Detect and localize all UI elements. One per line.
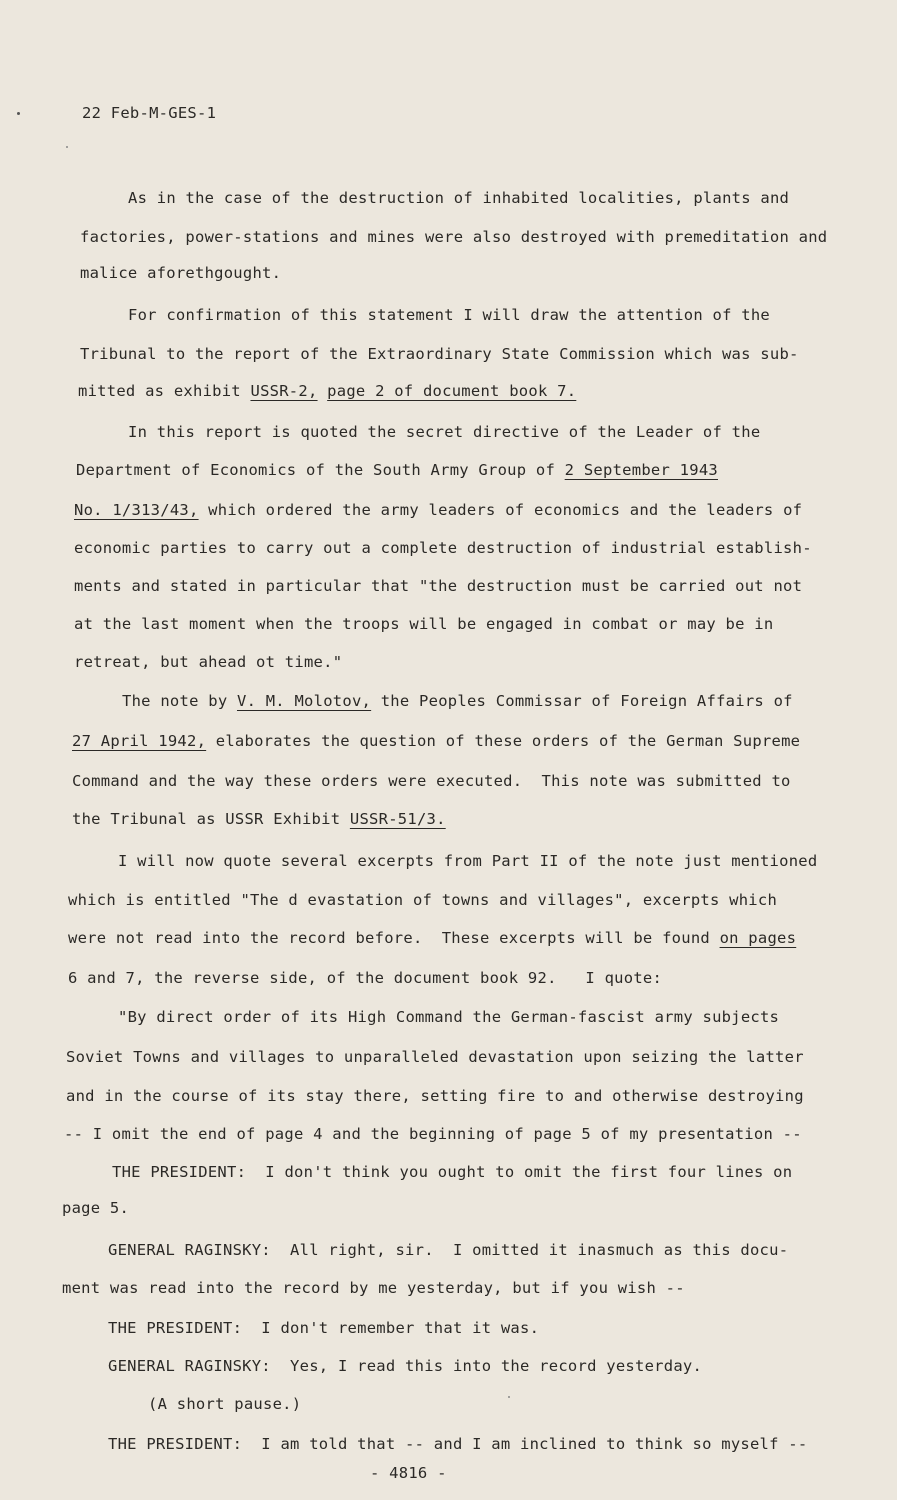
text-segment: economic parties to carry out a complete destruction of industrial establish-	[74, 539, 812, 557]
text-segment: ments and stated in particular that "the destruction must be carried out not	[74, 577, 803, 595]
text-line	[62, 1198, 129, 1218]
text-segment: Tribunal to the report of the Extraordinary State Commission which was sub-	[80, 345, 799, 363]
text-segment: which ordered the army leaders of economics and the leaders of	[198, 501, 803, 519]
text-line	[74, 538, 812, 558]
underlined-reference: No. 1/313/43,	[74, 501, 199, 519]
text-line	[80, 263, 281, 283]
text-segment: at the last moment when the troops will be engaged in combat or may be in	[74, 615, 774, 633]
text-segment: which is entitled "The d evastation of towns and villages", excerpts which	[68, 891, 778, 909]
text-line	[78, 381, 576, 401]
text-line	[74, 614, 773, 634]
text-segment: The note by	[122, 692, 237, 710]
text-line	[72, 731, 800, 751]
text-segment: and in the course of its stay there, setting fire to and otherwise destroying	[66, 1087, 804, 1105]
text-line	[80, 227, 827, 247]
underlined-reference: USSR-51/3.	[349, 810, 446, 828]
text-segment: the Tribunal as USSR Exhibit	[72, 810, 350, 828]
underlined-reference: on pages	[719, 929, 797, 947]
text-line	[68, 890, 777, 910]
text-line	[66, 1086, 804, 1106]
text-segment: were not read into the record before. These excerpts will be found	[68, 929, 720, 947]
text-line	[128, 422, 760, 442]
text-segment: Soviet Towns and villages to unparalleled devastation upon seizing the latter	[66, 1048, 804, 1066]
page-number: - 4816 -	[370, 1464, 447, 1482]
text-line	[112, 1162, 792, 1182]
document-reference: 22 Feb-M-GES-1	[82, 104, 217, 122]
underlined-reference: V. M. Molotov,	[236, 692, 372, 710]
text-line	[108, 1318, 539, 1338]
text-line	[118, 851, 817, 871]
text-line	[128, 305, 770, 325]
text-segment: GENERAL RAGINSKY: All right, sir. I omitted it inasmuch as this docu-	[108, 1241, 789, 1259]
text-segment: malice aforethgought.	[80, 264, 282, 282]
text-segment	[318, 382, 328, 400]
text-segment: Department of Economics of the South Army Group of	[76, 461, 565, 479]
text-segment: As in the case of the destruction of inhabited localities, plants and	[128, 189, 790, 207]
text-line	[74, 576, 802, 596]
underlined-reference: 2 September 1943	[564, 461, 718, 479]
text-line	[128, 188, 789, 208]
text-line	[118, 1007, 779, 1027]
text-segment: THE PRESIDENT: I don't remember that it was.	[108, 1319, 540, 1337]
text-line	[66, 1047, 804, 1067]
text-segment: Command and the way these orders were executed. This note was submitted to	[72, 772, 791, 790]
text-segment: In this report is quoted the secret directive of the Leader of the	[128, 423, 761, 441]
text-segment: 6 and 7, the reverse side, of the document book 92. I quote:	[68, 969, 663, 987]
text-segment: (A short pause.)	[148, 1395, 302, 1413]
paper-speck	[66, 146, 68, 148]
underlined-reference: USSR-2,	[250, 382, 318, 400]
underlined-reference: page 2 of document book 7.	[327, 382, 577, 400]
text-segment: mitted as exhibit	[78, 382, 251, 400]
text-segment: "By direct order of its High Command the German-fascist army subjects	[118, 1008, 780, 1026]
text-segment: -- I omit the end of page 4 and the beginning of page 5 of my presentation --	[64, 1125, 802, 1143]
text-line	[62, 1278, 685, 1298]
text-line	[64, 1124, 802, 1144]
text-segment: For confirmation of this statement I will draw the attention of the	[128, 306, 770, 324]
text-segment: page 5.	[62, 1199, 130, 1217]
text-line	[74, 652, 342, 672]
text-segment: GENERAL RAGINSKY: Yes, I read this into the record yesterday.	[108, 1357, 703, 1375]
text-line	[74, 500, 802, 520]
text-line	[108, 1240, 788, 1260]
text-line	[68, 928, 796, 948]
text-segment: factories, power-stations and mines were also destroyed with premeditation and	[80, 228, 828, 246]
text-line	[108, 1434, 807, 1454]
text-segment: ment was read into the record by me yesterday, but if you wish --	[62, 1279, 685, 1297]
text-segment: retreat, but ahead ot time."	[74, 653, 343, 671]
text-line	[108, 1356, 702, 1376]
paper-speck	[508, 1396, 510, 1398]
text-line	[76, 460, 718, 480]
text-segment: THE PRESIDENT: I don't think you ought to omit the first four lines on	[112, 1163, 793, 1181]
text-segment: elaborates the question of these orders of the German Supreme	[206, 732, 801, 750]
text-line	[122, 691, 793, 711]
text-line	[72, 809, 446, 829]
text-line	[148, 1394, 301, 1414]
margin-mark	[17, 112, 20, 115]
text-line	[80, 344, 799, 364]
text-segment: THE PRESIDENT: I am told that -- and I am inclined to think so myself --	[108, 1435, 808, 1453]
text-segment: I will now quote several excerpts from Part II of the note just mentioned	[118, 852, 818, 870]
text-line	[68, 968, 662, 988]
text-line	[72, 771, 791, 791]
underlined-reference: 27 April 1942,	[72, 732, 207, 750]
text-segment: the Peoples Commissar of Foreign Affairs of	[371, 692, 793, 710]
